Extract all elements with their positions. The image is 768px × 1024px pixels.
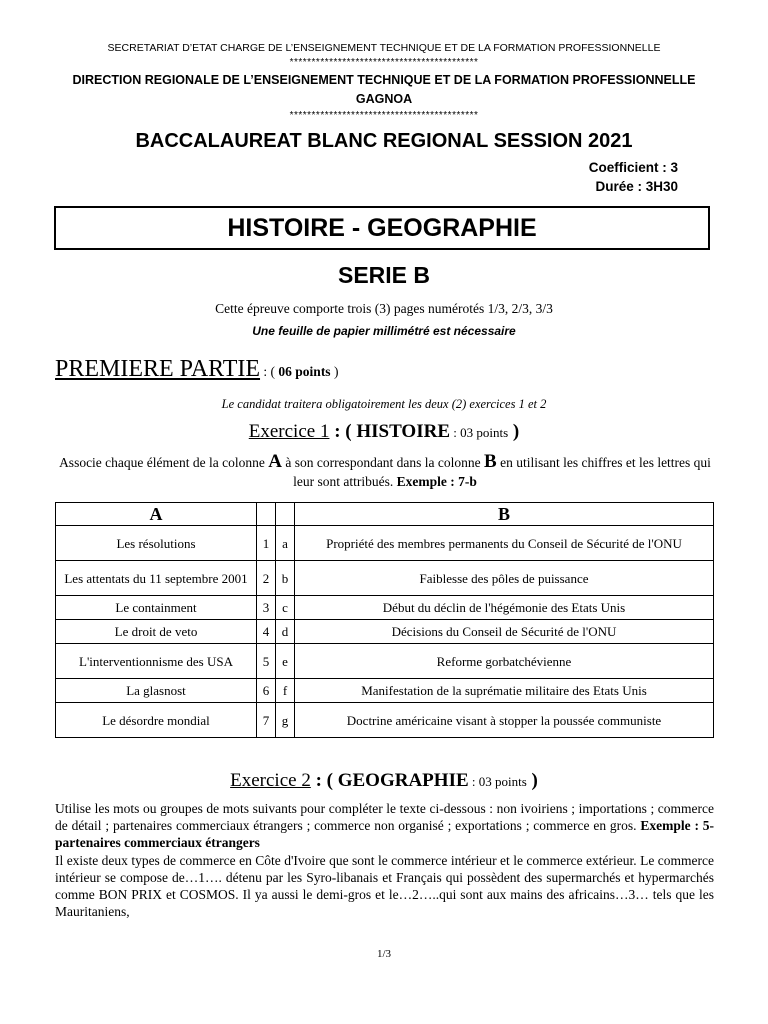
cell-a: La glasnost [56,679,257,703]
exercise2-heading [0,770,768,792]
part1-title: PREMIERE PARTIE [55,356,261,382]
stars-divider-1: ******************************************* [289,57,479,68]
table-header-row [56,503,714,526]
cell-letter: c [276,596,295,620]
table-row [56,620,714,644]
ex1-example: Exemple : 7-b [396,474,477,489]
cell-a: Les résolutions [56,526,257,561]
ex2-intro: Utilise les mots ou groupes de mots suivants pour compléter le texte ci-dessous : non ivoiriens ; importations ; commerce de détail ; partenaires commerciaux étrangers ; commerce non organisé ; exportations ; commerce en gros. [55,801,714,834]
page-number: 1/3 [376,948,392,960]
regional-direction: DIRECTION REGIONALE DE L’ENSEIGNEMENT TECHNIQUE ET DE LA FORMATION PROFESSIONNELLE [72,73,696,87]
subject-title: HISTOIRE - GEOGRAPHIE [227,213,537,242]
ex1-col-a: A [268,451,282,472]
part1-instruction: Le candidat traitera obligatoirement les deux (2) exercices 1 et 2 [221,397,547,411]
cell-letter: f [276,679,295,703]
cell-letter: e [276,644,295,679]
part1-sep: : [260,364,271,379]
cell-b: Début du déclin de l'hégémonie des Etats Unis [295,596,714,620]
ministry-header: SECRETARIAT D’ETAT CHARGE DE L’ENSEIGNEMENT TECHNIQUE ET DE LA FORMATION PROFESSIONNELLE [107,42,661,54]
table-row [56,644,714,679]
ex1-text-2: à son correspondant dans la colonne [281,455,485,470]
cell-num: 2 [257,561,276,596]
part1-points-open: ( [270,364,279,379]
exercise2-points: : 03 points [468,774,527,789]
paper-note: Une feuille de papier millimétré est nécessaire [252,324,516,338]
exercise1-heading [0,421,768,443]
exercise1-title: Exercice 1 [248,421,330,442]
table-row [56,703,714,738]
stars-divider-2: ******************************************* [289,110,479,121]
exercise2-subject: GEOGRAPHIE [337,770,469,791]
cell-b: Reforme gorbatchévienne [295,644,714,679]
part1-points: 06 points [278,364,331,379]
exam-title: BACCALAUREAT BLANC REGIONAL SESSION 2021 [135,130,633,152]
exercise2-close: ) [526,770,538,791]
cell-letter: d [276,620,295,644]
cell-letter: g [276,703,295,738]
part1-points-close: ) [330,364,339,379]
ex1-text-1: Associe chaque élément de la colonne [59,455,269,470]
cell-b: Manifestation de la suprématie militaire des Etats Unis [295,679,714,703]
cell-b: Propriété des membres permanents du Conseil de Sécurité de l'ONU [295,526,714,561]
table-header-b: B [295,503,714,526]
cell-num: 6 [257,679,276,703]
exercise2-body [55,800,714,920]
cell-num: 1 [257,526,276,561]
exercise2-sep: : ( [310,770,338,791]
cell-b: Faiblesse des pôles de puissance [295,561,714,596]
ex1-col-b: B [484,451,497,472]
cell-num: 5 [257,644,276,679]
serie-title: SERIE B [337,262,431,288]
pages-note: Cette épreuve comporte trois (3) pages numérotés 1/3, 2/3, 3/3 [215,301,553,316]
exercise1-instructions [55,452,715,491]
subject-box [54,206,710,250]
cell-b: Doctrine américaine visant à stopper la poussée communiste [295,703,714,738]
cell-a: Le droit de veto [56,620,257,644]
table-header-a: A [56,503,257,526]
table-header-blank-1 [257,503,276,526]
city-name: GAGNOA [355,92,413,106]
cell-num: 3 [257,596,276,620]
coefficient: Coefficient : 3 [588,160,678,175]
ex2-example: Exemple : 5- partenaires commerciaux étrangers [55,818,715,851]
cell-num: 7 [257,703,276,738]
table-row [56,596,714,620]
cell-a: Les attentats du 11 septembre 2001 [56,561,257,596]
cell-num: 4 [257,620,276,644]
table-header-blank-2 [276,503,295,526]
cell-a: Le désordre mondial [56,703,257,738]
cell-a: Le containment [56,596,257,620]
cell-a: L'interventionnisme des USA [56,644,257,679]
table-row [56,526,714,561]
exercise2-title: Exercice 2 [230,770,311,791]
cell-letter: b [276,561,295,596]
cell-letter: a [276,526,295,561]
duration: Durée : 3H30 [595,179,678,194]
exercise1-points: : 03 points [450,425,509,440]
exercise1-sep: : ( [329,421,357,442]
matching-table [55,502,714,738]
cell-b: Décisions du Conseil de Sécurité de l'ONU [295,620,714,644]
ex2-text: Il existe deux types de commerce en Côte d'Ivoire que sont le commerce intérieur et le commerce extérieur. Le commerce intérieur se compose de…1…. détenu par les Syro-libanais et Français qui possèdent des supermarchés et hypermarchés comme BON PRIX et COSMOS. Il ya aussi le demi-gros et le…2…..qui sont aux mains des africains…3… tels que les Mauritaniens, [55,852,714,920]
exercise1-close: ) [508,421,520,442]
table-row [56,561,714,596]
table-row [56,679,714,703]
ex1-text-3: en utilisant les chiffres et les lettres qui leur sont attribués. [293,455,711,489]
part1-heading [55,356,338,383]
exercise1-subject: HISTOIRE [356,421,450,442]
